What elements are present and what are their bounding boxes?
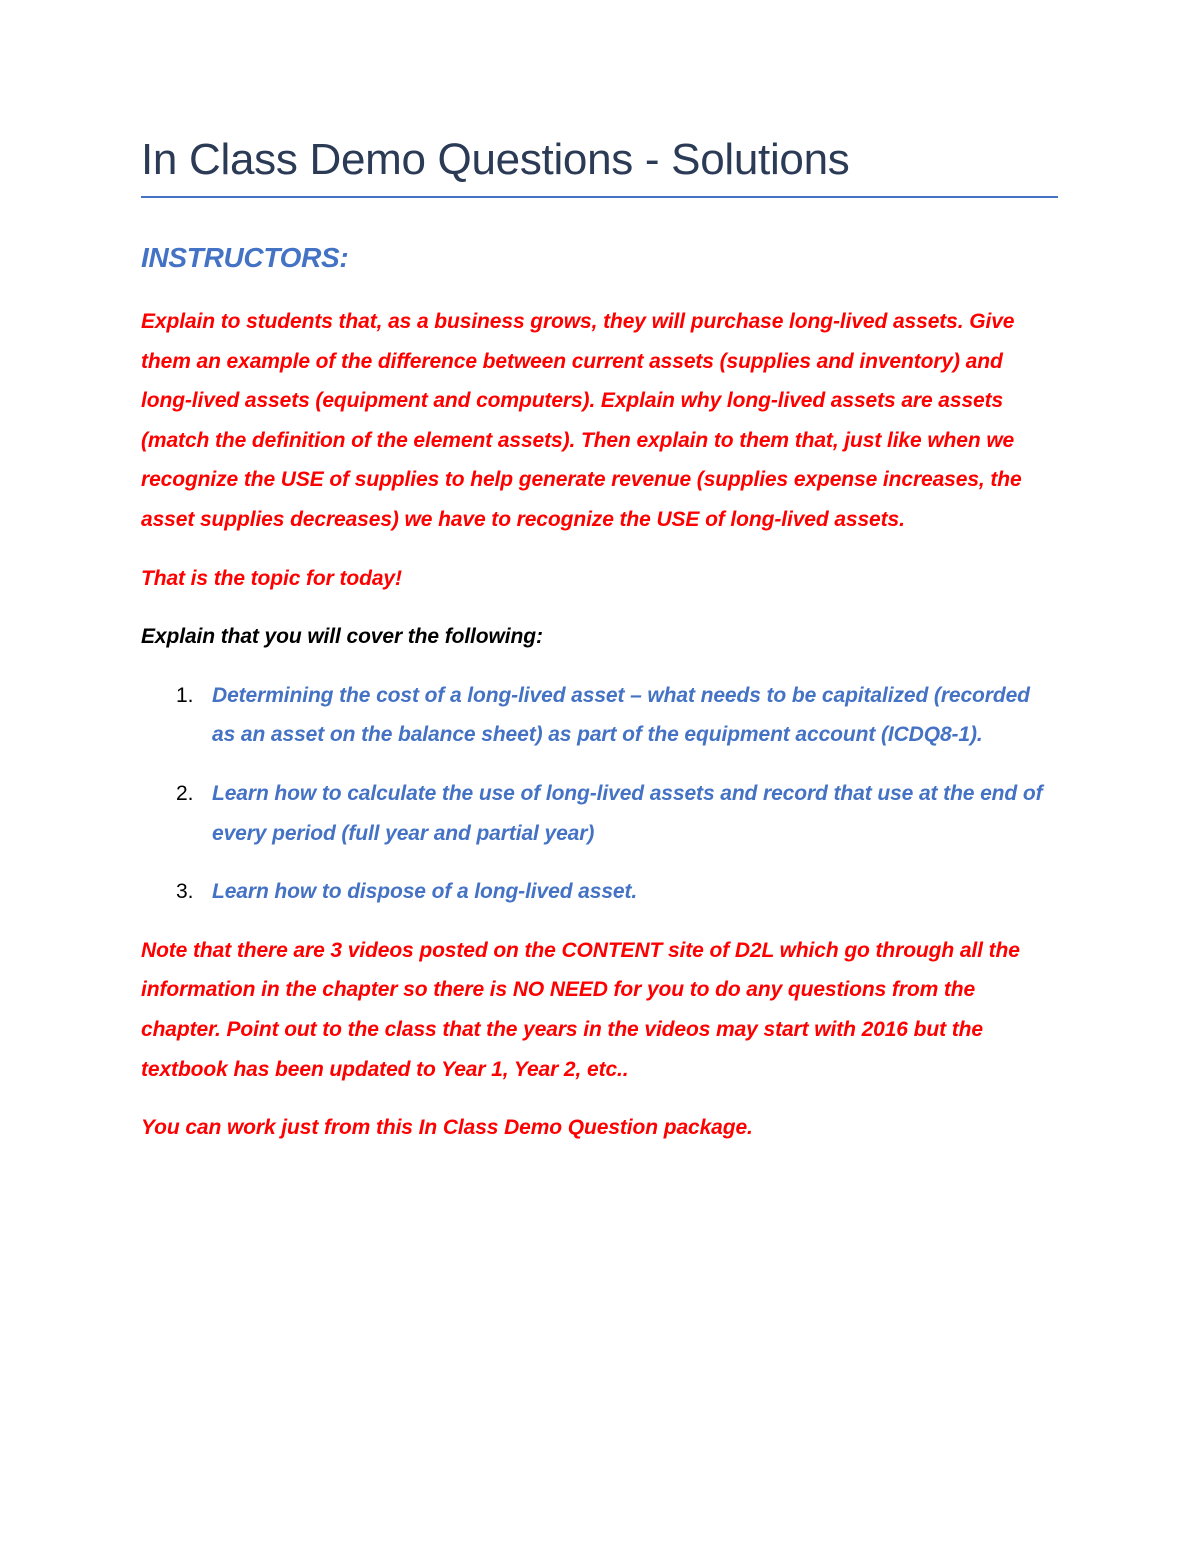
list-item-number: 2. [176,781,194,805]
closing-line: You can work just from this In Class Demo Question package. [141,1116,753,1140]
list-item-number: 3. [176,880,194,904]
page-title: In Class Demo Questions - Solutions [141,130,1058,198]
list-item-text: Learn how to dispose of a long-lived asset. [212,880,638,904]
list-item [141,676,1058,755]
topics-list [141,676,1058,912]
cover-line: Explain that you will cover the following: [141,625,543,649]
instructors-heading: INSTRUCTORS: [141,242,349,273]
list-item [141,774,1058,853]
topic-line: That is the topic for today! [141,566,402,590]
note-paragraph: Note that there are 3 videos posted on the CONTENT site of D2L which go through all the information in the chapter so there is NO NEED for you to do any questions from the chapter. Point out to the class that the years in the videos may start with 2016 but the textbook has been updated to Year 1, Year 2, etc.. [141,938,1020,1081]
list-item-number: 1. [176,683,194,707]
list-item-text: Learn how to calculate the use of long-lived assets and record that use at the end of every period (full year and partial year) [212,781,1043,845]
document-page [141,130,1058,1148]
intro-paragraph: Explain to students that, as a business grows, they will purchase long-lived assets. Give them an example of the difference between current assets (supplies and inventory) and long-lived assets (equipment and computers). Explain why long-lived assets are assets (match the definition of the element assets). Then explain to them that, just like when we recognize the USE of supplies to help generate revenue (supplies expense increases, the asset supplies decreases) we have to recognize the USE of long-lived assets. [141,310,1022,531]
list-item [141,872,1058,912]
list-item-text: Determining the cost of a long-lived asset – what needs to be capitalized (recorded as an asset on the balance sheet) as part of the equipment account (ICDQ8-1). [212,683,1030,747]
